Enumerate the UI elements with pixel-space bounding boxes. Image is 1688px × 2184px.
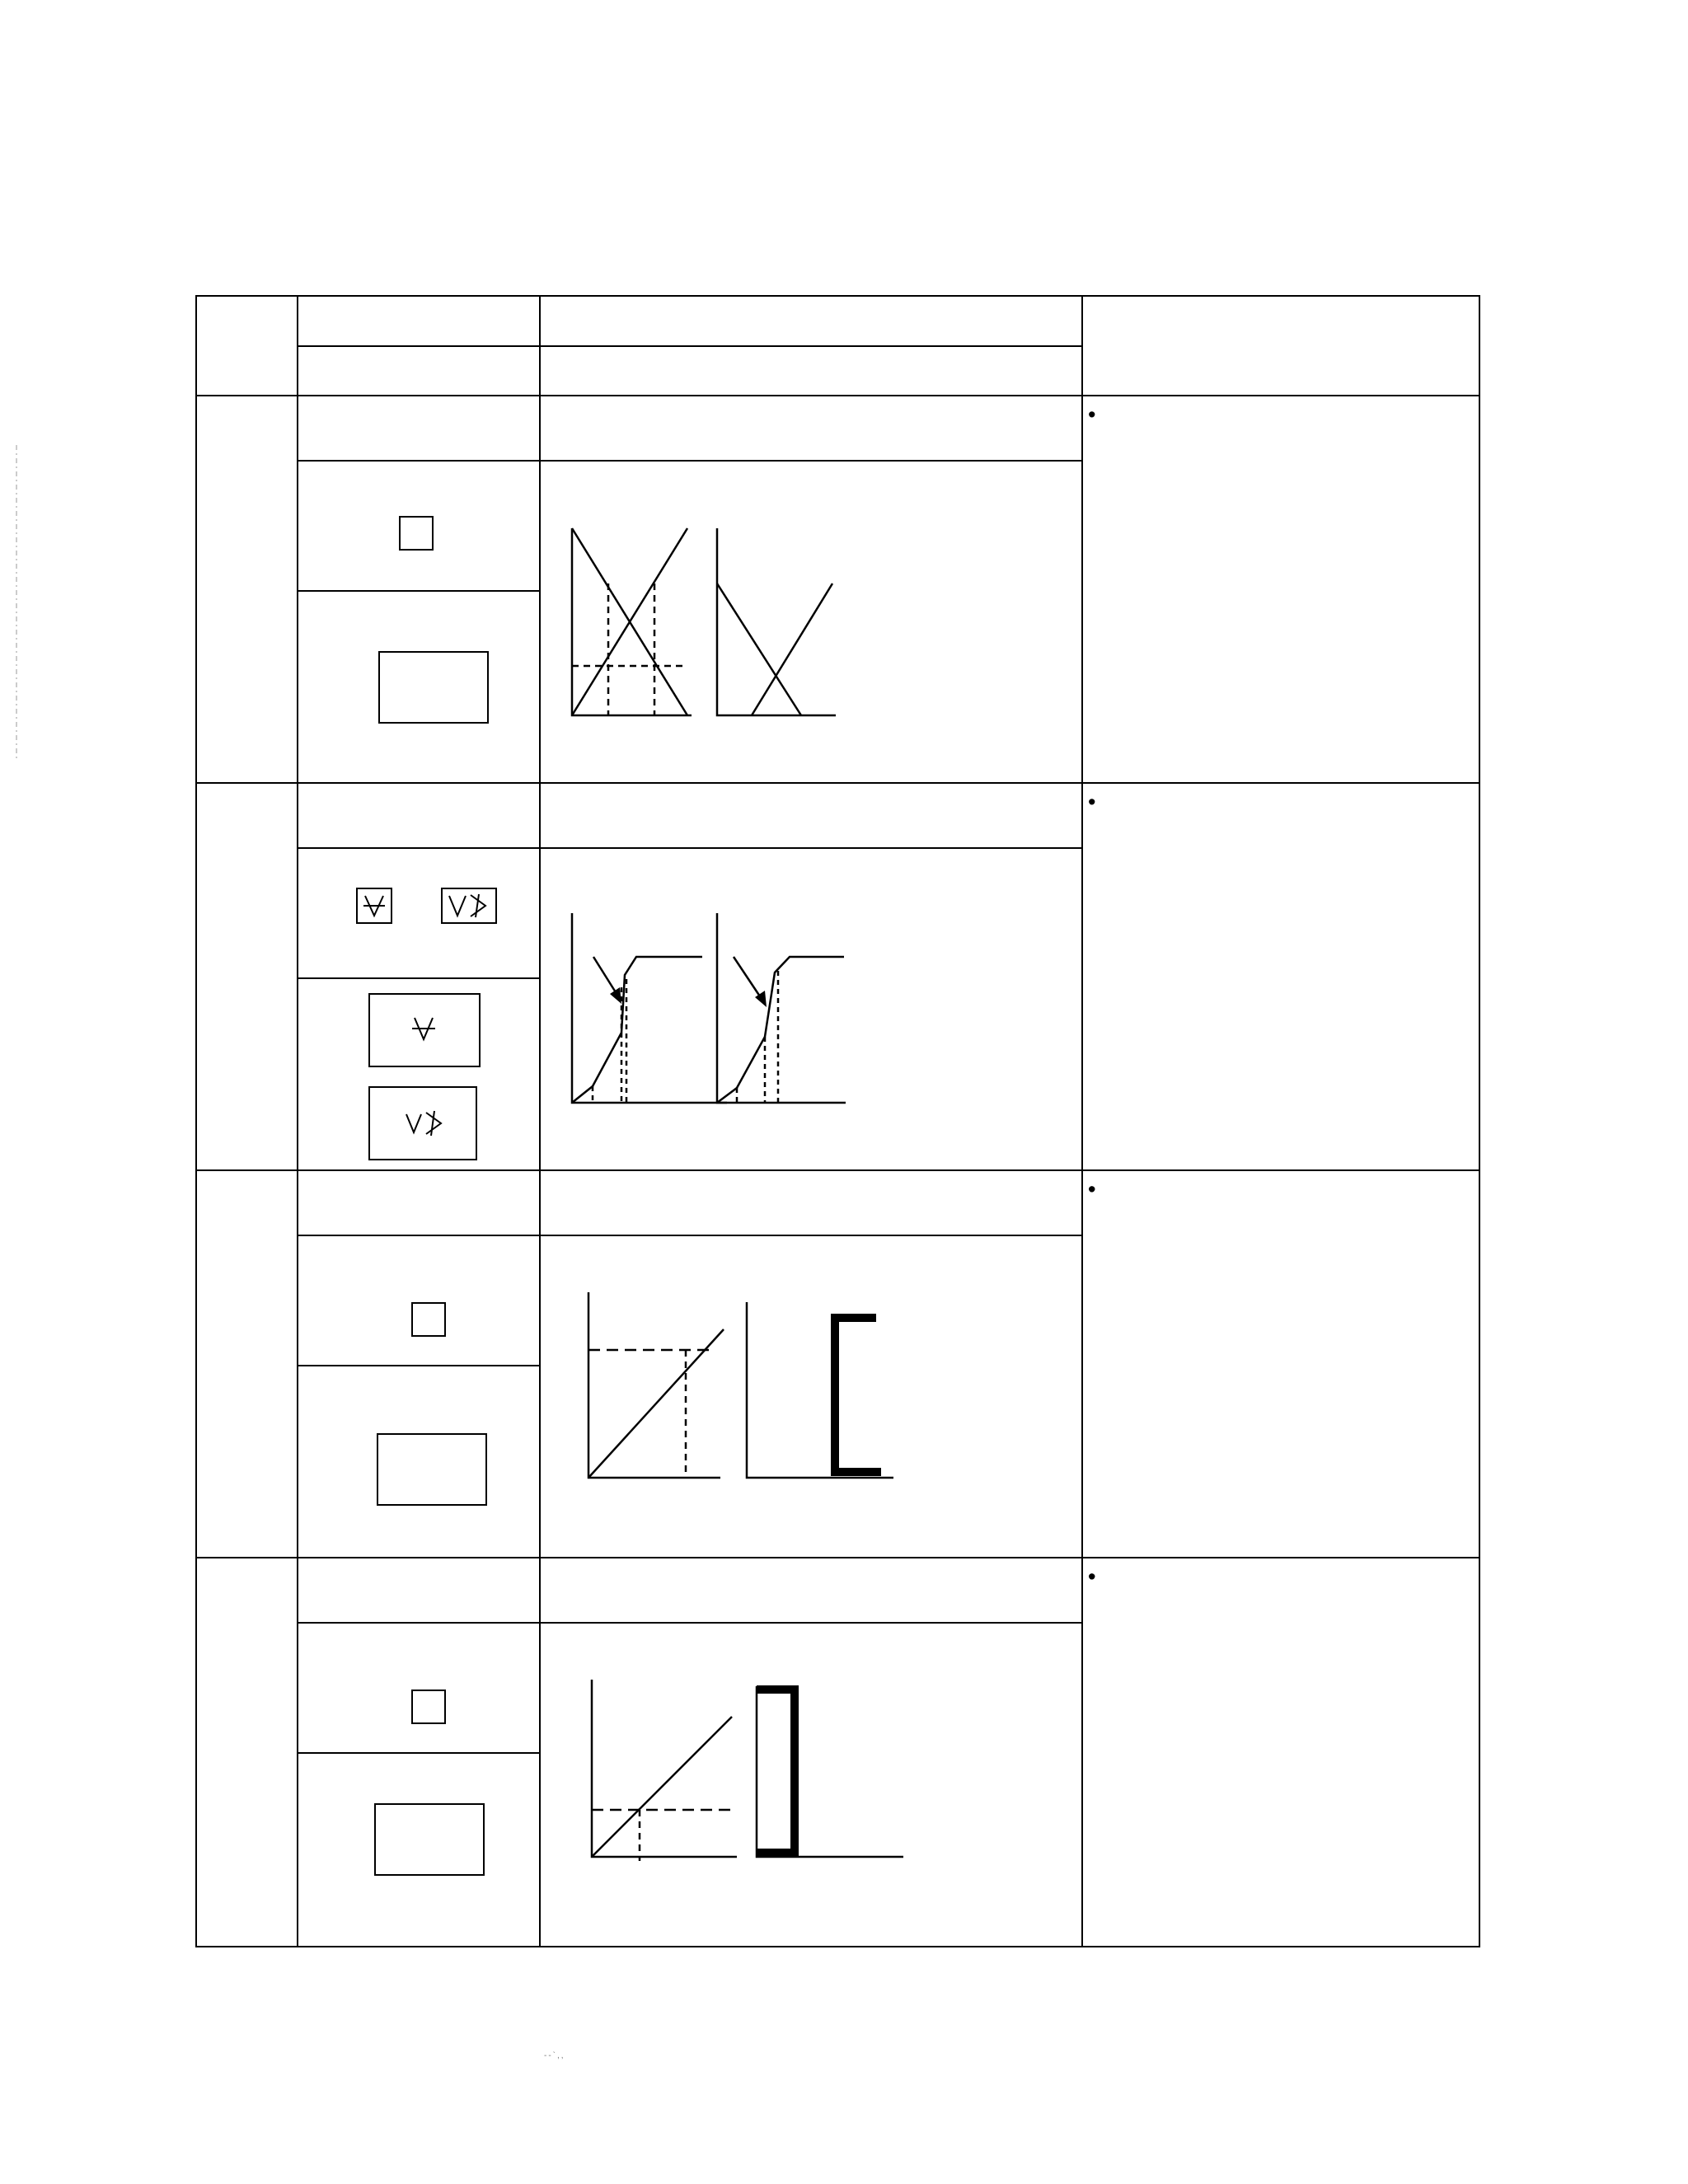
- low-signal-monitor-graph: [539, 1622, 1081, 1944]
- function-name: [297, 782, 539, 847]
- function-name: [297, 395, 539, 460]
- velocity-limiter-b-large-icon: [368, 1086, 481, 1162]
- negative-bias-graph: [539, 460, 1081, 782]
- row-no: [197, 1169, 297, 1240]
- symbol-large: [378, 651, 489, 724]
- velocity-limiter-b-icon: [441, 888, 499, 926]
- row-no: [197, 395, 297, 465]
- function-name: [297, 1557, 539, 1622]
- velocity-limiter-a-large-icon: [368, 993, 484, 1069]
- high-signal-monitor-graph: [539, 1235, 1081, 1557]
- equation: [539, 395, 1081, 460]
- header-graph: [539, 345, 1081, 395]
- signal-processing-table: [195, 295, 1480, 1947]
- row-no: [197, 782, 297, 852]
- velocity-limiter-a-icon: [356, 888, 394, 926]
- symbol-small: [399, 516, 434, 551]
- header-definition: [1081, 297, 1482, 395]
- equation: [539, 1169, 1081, 1235]
- header-equation: [539, 297, 1081, 345]
- symbol-large: [377, 1433, 487, 1506]
- header-symbol: [297, 345, 539, 395]
- header-no: [197, 297, 297, 395]
- symbol-large: [374, 1803, 485, 1876]
- equation: [539, 1557, 1081, 1622]
- row-no: [197, 1557, 297, 1627]
- equation: [539, 782, 1081, 847]
- symbol-small: [411, 1690, 446, 1724]
- symbol-small: [411, 1302, 446, 1337]
- scan-stamp: --`,,: [544, 2051, 565, 2060]
- header-function: [297, 297, 539, 345]
- velocity-limiter-graph: [539, 847, 1081, 1169]
- function-name: [297, 1169, 539, 1235]
- side-watermark: [8, 445, 25, 758]
